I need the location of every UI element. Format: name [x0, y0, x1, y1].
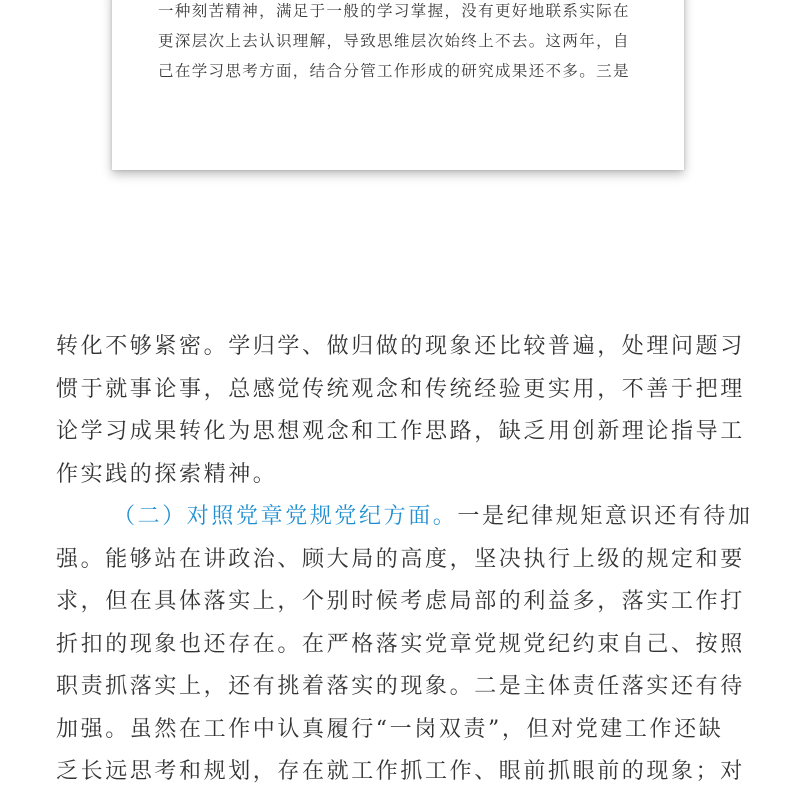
document-body [56, 326, 756, 794]
document-preview-card [112, 0, 684, 170]
text-line [56, 496, 756, 539]
card-line: 己在学习思考方面，结合分管工作形成的研究成果还不多。三是 [158, 62, 630, 80]
card-paragraph [158, 0, 658, 86]
text-line: 作实践的探索精神。 [56, 461, 278, 487]
text-span: 一是纪律规矩意识还有待加 [457, 504, 753, 529]
section-heading: （二）对照党章党规党纪方面。 [113, 504, 458, 529]
text-line: 强。能够站在讲政治、顾大局的高度，坚决执行上级的规定和要 [56, 546, 745, 572]
text-line: 乏长远思考和规划，存在就工作抓工作、眼前抓眼前的现象；对 [56, 759, 745, 784]
text-line: 论学习成果转化为思想观念和工作思路，缺乏用创新理论指导工 [56, 419, 745, 444]
paragraph-1 [56, 326, 756, 496]
paragraph-2 [56, 496, 756, 794]
text-line: 加强。虽然在工作中认真履行“一岗双责”，但对党建工作还缺 [56, 716, 724, 742]
text-line: 求，但在具体落实上，个别时候考虑局部的利益多，落实工作打 [56, 589, 745, 614]
text-line: 职责抓落实上，还有挑着落实的现象。二是主体责任落实还有待 [56, 674, 745, 699]
text-line: 惯于就事论事，总感觉传统观念和传统经验更实用，不善于把理 [56, 376, 745, 402]
card-line: 一种刻苦精神，满足于一般的学习掌握，没有更好地联系实际在 [158, 2, 630, 20]
text-line: 转化不够紧密。学归学、做归做的现象还比较普遍，处理问题习 [56, 334, 745, 359]
card-line: 更深层次上去认识理解，导致思维层次始终上不去。这两年，自 [158, 32, 630, 50]
text-line: 折扣的现象也还存在。在严格落实党章党规党纪约束自己、按照 [56, 631, 745, 657]
